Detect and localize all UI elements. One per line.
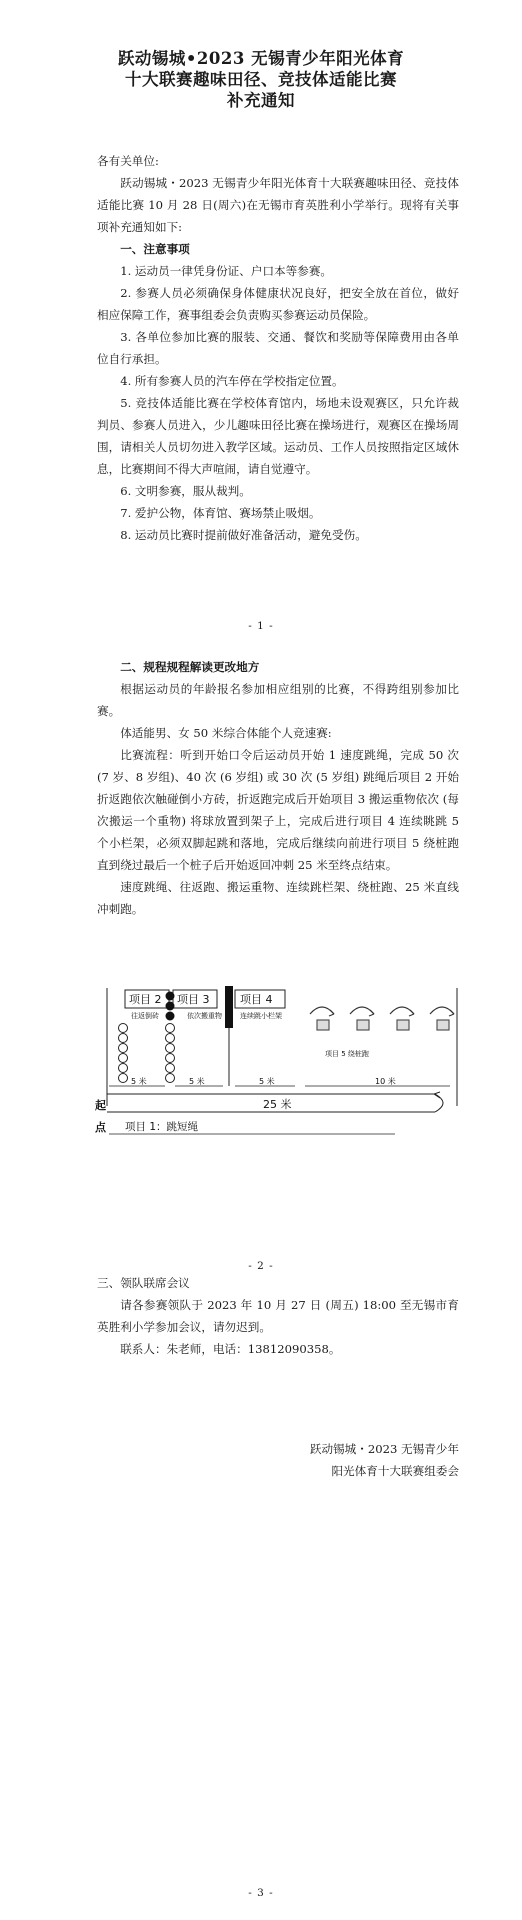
- item-3-label: 项目 3: [177, 993, 210, 1006]
- notice-item: 3. 各单位参加比赛的服装、交通、餐饮和奖励等保障费用由各单位自行承担。: [97, 330, 459, 366]
- item-3-objects: [166, 992, 175, 1083]
- page-1: [0, 0, 522, 640]
- distance-label-a: 5 米: [131, 1077, 147, 1086]
- page-2-body: [97, 656, 459, 920]
- contact-line: 联系人：朱老师，电话：13812090358。: [120, 1342, 341, 1356]
- page-2: [0, 640, 522, 1272]
- notice-item: 4. 所有参赛人员的汽车停在学校指定位置。: [120, 374, 344, 388]
- signature-line-1: 跃动锡城・2023 无锡青少年: [309, 1442, 459, 1456]
- notice-item: 5. 竞技体适能比赛在学校体育馆内，场地未设观赛区，只允许裁判员、参赛人员进入，少儿趣味田径比赛在操场进行，观赛区在操场周围，请相关人员切勿进入教学区域。运动员、工作人员按照指定区域休息，比赛期间不得大声喧闹，请自觉遵守。: [97, 396, 459, 476]
- rule-paragraph: 比赛流程：听到开始口令后运动员开始 1 速度跳绳，完成 50 次 (7 岁、8 岁组)、40 次 (6 岁组) 或 30 次 (5 岁组) 跳绳后项目 2 开始折返跑依次触碰倒小方砖，折返跑完成后开始项目 3 搬运重物依次 (每次搬运一个重物) 将球放置到架子上，完成后进行项目 4 连续眺跳 5 个小栏架，必须双脚起跳和落地，完成后继续向前进行项目 5 绕桩跑直到绕过最后一个桩子后开始返回冲刺 25 米至终点结束。: [97, 748, 459, 872]
- item-5-label: 项目 5 绕桩跑: [325, 1050, 369, 1058]
- rule-paragraph: 速度跳绳、往返跑、搬运重物、连续跳栏架、绕桩跑、25 米直线冲刺跑。: [97, 880, 459, 916]
- section-2-heading: 二、规程规程解读更改地方: [120, 660, 260, 674]
- item-4-rack: [225, 986, 233, 1028]
- course-diagram: [95, 986, 465, 1161]
- notice-item: 6. 文明参赛，服从裁判。: [120, 484, 251, 498]
- page-number-1: - 1 -: [248, 620, 274, 632]
- title-line-2: 十大联赛趣味田径、竞技体适能比赛: [125, 70, 397, 89]
- notice-item: 2. 参赛人员必须确保身体健康状况良好，把安全放在首位，做好相应保障工作，赛事组委会负责购买参赛运动员保险。: [97, 286, 459, 322]
- title-line-1: 跃动锡城•2023 无锡青少年阳光体育: [117, 49, 405, 68]
- title-line-3: 补充通知: [227, 91, 295, 110]
- item-4-sub-label: 连续跳小栏架: [240, 1012, 282, 1020]
- rule-paragraph: 体适能男、女 50 米综合体能个人竞速赛:: [120, 726, 332, 740]
- page-3: [0, 1260, 522, 1920]
- distance-label-d: 10 米: [375, 1077, 396, 1086]
- rule-paragraph: 根据运动员的年龄报名参加相应组别的比赛，不得跨组别参加比赛。: [97, 682, 459, 718]
- section-1-heading: 一、注意事项: [120, 242, 190, 256]
- notice-item: 8. 运动员比赛时提前做好准备活动，避免受伤。: [120, 528, 367, 542]
- item-2-sub-label: 往返倒砖: [131, 1012, 159, 1020]
- page-number-3: - 3 -: [248, 1887, 274, 1899]
- signature-line-2: 阳光体育十大联赛组委会: [331, 1464, 459, 1478]
- salutation: 各有关单位:: [97, 154, 159, 168]
- turnaround-arrow-icon: [435, 1094, 443, 1112]
- meeting-paragraph: 请各参赛领队于 2023 年 10 月 27 日 (周五) 18:00 至无锡市育英胜利小学参加会议，请勿迟到。: [97, 1298, 459, 1334]
- item-4-label: 项目 4: [240, 993, 273, 1006]
- notice-item: 7. 爱护公物，体育馆、赛场禁止吸烟。: [120, 506, 321, 520]
- intro-paragraph: 跃动锡城・2023 无锡青少年阳光体育十大联赛趣味田径、竞技体适能比赛 10 月 28 日(周六)在无锡市育英胜利小学举行。现将有关事项补充通知如下:: [97, 176, 459, 234]
- item-2-bricks: [119, 1024, 128, 1083]
- item-2-label: 项目 2: [129, 993, 162, 1006]
- item-5-slalom: [310, 1007, 454, 1030]
- section-3-heading: 三、领队联席会议: [97, 1276, 190, 1290]
- distance-label-b: 5 米: [189, 1077, 205, 1086]
- start-label-1: 起: [95, 1099, 106, 1112]
- page-1-body: [97, 150, 459, 546]
- page-number-2: - 2 -: [248, 1260, 274, 1272]
- item-3-sub-label: 依次搬重物: [187, 1012, 222, 1020]
- notice-item: 1. 运动员一律凭身份证、户口本等参赛。: [120, 264, 333, 278]
- start-label-2: 点: [95, 1121, 106, 1134]
- page-3-body: [97, 1272, 459, 1360]
- distance-label-c: 5 米: [259, 1077, 275, 1086]
- item-1-label: 项目 1：跳短绳: [125, 1121, 199, 1133]
- total-distance-label: 25 米: [263, 1098, 292, 1111]
